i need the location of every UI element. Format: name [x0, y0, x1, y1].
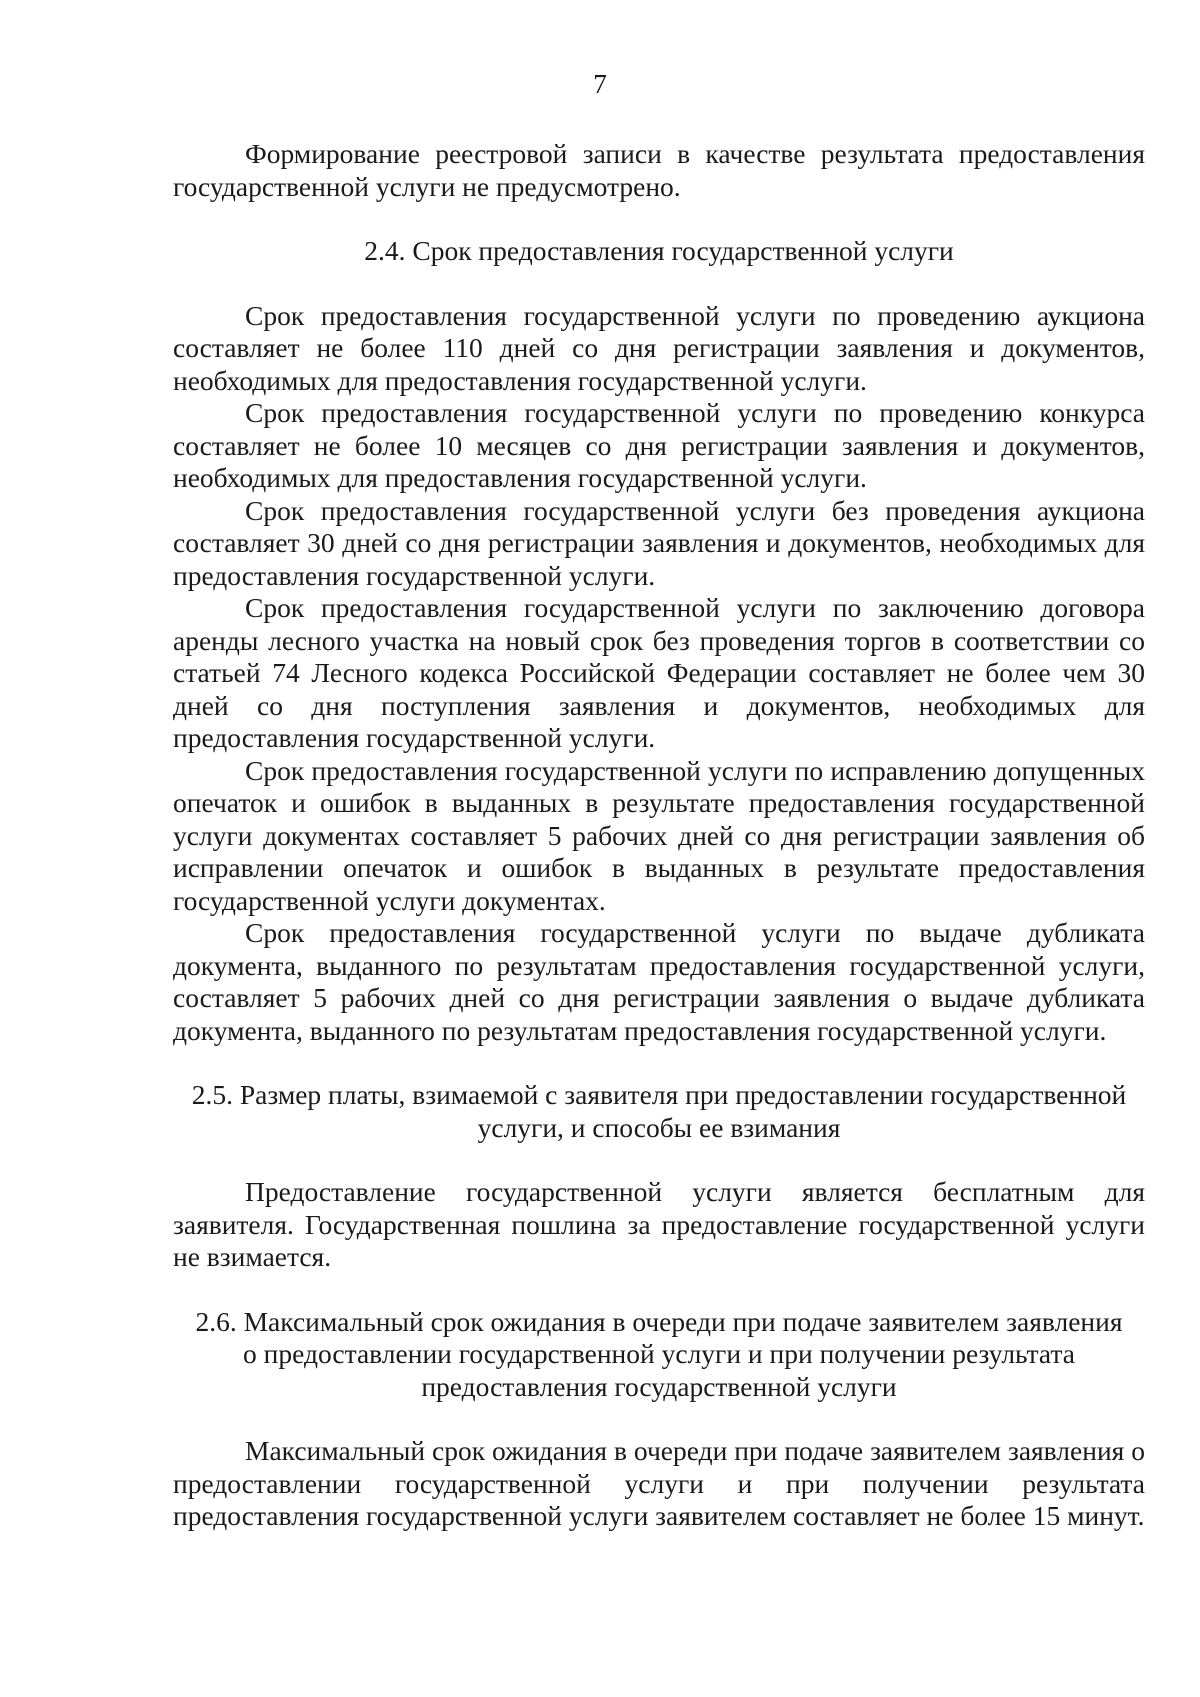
section-2-6-paragraph: Максимальный срок ожидания в очереди при подаче заявителем заявления о предоставлении государственной услуги и при получении результата предоставления государственной услуги заявителем составляет не более 15 минут.	[173, 1435, 1145, 1531]
section-2-4-paragraph-no-auction: Срок предоставления государственной услуги без проведения аукциона составляет 30 дней со дня регистрации заявления и документов, необходимых для предоставления государственной услуги.	[173, 494, 1145, 591]
section-2-4-paragraph-corrections: Срок предоставления государственной услуги по исправлению допущенных опечаток и ошибок в выданных в результате предоставления государственной услуги документах составляет 5 рабочих дней со дня регистрации заявления об исправлении опечаток и ошибок в выданных в результате предоставления государственной услуги документах.	[173, 754, 1145, 916]
section-2-4-paragraph-contest: Срок предоставления государственной услуги по проведению конкурса составляет не более 10 месяцев со дня регистрации заявления и документов, необходимых для предоставления государственной услуги.	[173, 397, 1145, 493]
page-number: 7	[593, 68, 607, 99]
section-2-4-paragraph-duplicate: Срок предоставления государственной услуги по выдаче дубликата документа, выданного по результатам предоставления государственной услуги, составляет 5 рабочих дней со дня регистрации заявления о выдаче дубликата документа, выданного по результатам предоставления государственной услуги.	[173, 917, 1145, 1046]
section-2-6-heading	[173, 1306, 1145, 1404]
section-2-5-heading-line-1: 2.5. Размер платы, взимаемой с заявителя при предоставлении государственной	[191, 1079, 1127, 1110]
section-2-4-paragraph-auction: Срок предоставления государственной услуги по проведению аукциона составляет не более 110 дней со дня регистрации заявления и документов, необходимых для предоставления государственной услуги.	[173, 299, 1145, 396]
section-2-5-heading-line-2: услуги, и способы ее взимания	[477, 1111, 841, 1143]
section-2-4-heading: 2.4. Срок предоставления государственной услуги	[364, 235, 954, 266]
section-2-4-paragraph-lease-renewal: Срок предоставления государственной услуги по заключению договора аренды лесного участка на новый срок без проведения торгов в соответствии со статьей 74 Лесного кодекса Российской Федерации составляет не более чем 30 дней со дня поступления заявления и документов, необходимых для предоставления государственной услуги.	[173, 592, 1145, 753]
section-2-4-body	[173, 300, 1145, 1048]
section-2-5-heading	[173, 1079, 1145, 1144]
page-content	[173, 138, 1145, 1533]
section-2-6-heading-line-1: 2.6. Максимальный срок ожидания в очереди при подаче заявителем заявления	[195, 1305, 1123, 1337]
section-2-6-heading-line-3: предоставления государственной услуги	[421, 1370, 897, 1402]
section-2-5-paragraph: Предоставление государственной услуги является бесплатным для заявителя. Государственная пошлина за предоставление государственной услуги не взимается.	[173, 1176, 1145, 1272]
intro-paragraph: Формирование реестровой записи в качестве результата предоставления государственной услуги не предусмотрено.	[173, 138, 1145, 202]
section-2-6-heading-line-2: о предоставлении государственной услуги и при получении результата	[243, 1338, 1075, 1369]
